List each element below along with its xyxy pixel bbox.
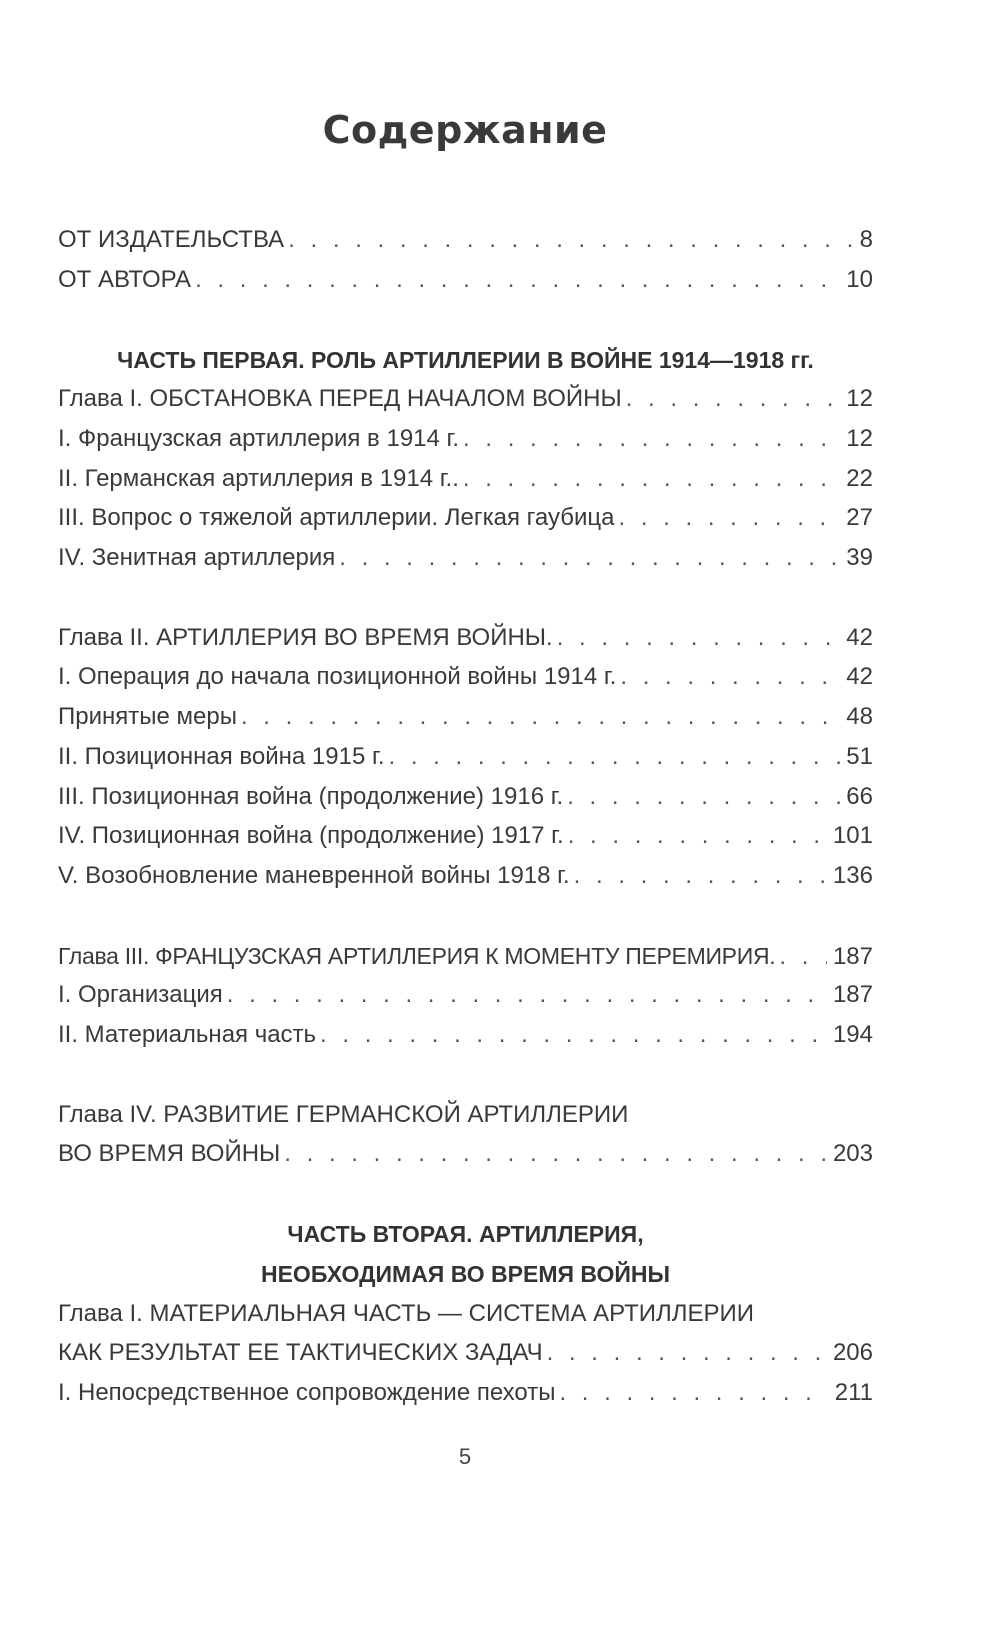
toc-entry-label: Принятые меры — [58, 703, 237, 730]
toc-page-number: 203 — [832, 1140, 873, 1167]
toc-entry-label: I. Непосредственное сопровождение пехоты — [58, 1379, 556, 1406]
toc-page-number: 10 — [846, 266, 873, 293]
toc-entry-label: I. Операция до начала позиционной войны 1914 г. — [58, 663, 617, 690]
toc-page-number: 39 — [846, 544, 873, 571]
toc-entry-chapter-2-measures[interactable] — [58, 699, 873, 735]
toc-entry-part-2-chapter-1[interactable] — [58, 1335, 873, 1371]
toc-entry-label: Глава I. ОБСТАНОВКА ПЕРЕД НАЧАЛОМ ВОЙНЫ — [58, 385, 622, 412]
part-one-heading: ЧАСТЬ ПЕРВАЯ. РОЛЬ АРТИЛЛЕРИИ В ВОЙНЕ 1914—1918 гг. — [117, 347, 814, 373]
toc-entry-chapter-1-section-3[interactable] — [58, 500, 873, 536]
dot-leader — [574, 858, 827, 894]
toc-page-number: 187 — [832, 943, 873, 970]
toc-page-number: 48 — [846, 703, 873, 730]
toc-entry-label: II. Материальная часть — [58, 1021, 317, 1048]
toc-entry-label: ВО ВРЕМЯ ВОЙНЫ — [58, 1140, 281, 1167]
toc-entry-part-2-chapter-1-section-1[interactable] — [58, 1375, 873, 1411]
toc-page-number: 27 — [846, 504, 873, 531]
toc-entry-label: ОТ ИЗДАТЕЛЬСТВА — [58, 226, 285, 253]
dot-leader — [559, 1375, 828, 1411]
toc-chapter-4-title-line: Глава IV. РАЗВИТИЕ ГЕРМАНСКОЙ АРТИЛЛЕРИИ — [58, 1101, 629, 1128]
toc-entry-chapter-1-section-1[interactable] — [58, 421, 873, 457]
part-two-heading-line-2: НЕОБХОДИМАЯ ВО ВРЕМЯ ВОЙНЫ — [260, 1261, 670, 1287]
toc-entry-chapter-2[interactable] — [58, 620, 873, 656]
toc-entry-label: I. Французская артиллерия в 1914 г. — [58, 425, 460, 452]
toc-entry-label: Глава II. АРТИЛЛЕРИЯ ВО ВРЕМЯ ВОЙНЫ. — [58, 624, 553, 651]
toc-entry-publisher-note[interactable] — [58, 222, 873, 258]
toc-page-number: 194 — [832, 1021, 873, 1048]
toc-page-number: 136 — [832, 862, 873, 889]
dot-leader — [284, 1136, 827, 1172]
toc-entry-label: Глава III. ФРАНЦУЗСКАЯ АРТИЛЛЕРИЯ К МОМЕНТУ ПЕРЕМИРИЯ. — [58, 943, 776, 969]
toc-entry-chapter-1[interactable] — [58, 381, 873, 417]
toc-entry-label: IV. Позиционная война (продолжение) 1917 г. — [58, 822, 564, 849]
dot-leader — [463, 421, 840, 457]
toc-page-number: 42 — [846, 624, 873, 651]
page-title: Содержание — [322, 108, 608, 152]
toc-entry-label: II. Германская артиллерия в 1914 г.. — [58, 465, 459, 492]
dot-leader — [626, 381, 841, 417]
toc-entry-label: IV. Зенитная артиллерия — [58, 544, 336, 571]
dot-leader — [288, 222, 853, 258]
toc-entry-label: V. Возобновление маневренной войны 1918 г. — [58, 862, 570, 889]
dot-leader — [241, 699, 840, 735]
toc-page-number: 51 — [846, 743, 873, 770]
toc-entry-chapter-2-section-2[interactable] — [58, 739, 873, 775]
toc-page-number: 22 — [846, 465, 873, 492]
toc-page-number: 12 — [846, 385, 873, 412]
toc-page-number: 101 — [832, 822, 873, 849]
toc-entry-chapter-1-section-2[interactable] — [58, 461, 873, 497]
toc-page-number: 211 — [834, 1379, 873, 1406]
toc-entry-chapter-2-section-4[interactable] — [58, 818, 873, 854]
dot-leader — [463, 461, 840, 497]
toc-entry-chapter-3-section-2[interactable] — [58, 1017, 873, 1053]
page-number: 5 — [458, 1444, 472, 1469]
dot-leader — [547, 1335, 827, 1371]
toc-entry-label: I. Организация — [58, 981, 223, 1008]
toc-entry-chapter-3[interactable] — [58, 938, 873, 974]
toc-entry-chapter-2-section-1[interactable] — [58, 659, 873, 695]
toc-entry-label: III. Вопрос о тяжелой артиллерии. Легкая гаубица — [58, 504, 615, 531]
dot-leader — [557, 620, 841, 656]
toc-entry-chapter-2-section-3[interactable] — [58, 779, 873, 815]
toc-entry-label: II. Позиционная война 1915 г. — [58, 743, 385, 770]
dot-leader — [388, 739, 840, 775]
toc-entry-chapter-1-section-4[interactable] — [58, 540, 873, 576]
dot-leader — [195, 262, 840, 298]
dot-leader — [620, 659, 840, 695]
toc-page-number: 66 — [846, 783, 873, 810]
toc-entry-label: ОТ АВТОРА — [58, 266, 192, 293]
dot-leader — [568, 818, 827, 854]
toc-entry-chapter-2-section-5[interactable] — [58, 858, 873, 894]
toc-page-number: 206 — [832, 1339, 873, 1366]
toc-entry-chapter-3-section-1[interactable] — [58, 977, 873, 1013]
toc-entry-label: КАК РЕЗУЛЬТАТ ЕЕ ТАКТИЧЕСКИХ ЗАДАЧ — [58, 1339, 543, 1366]
toc-entry-chapter-4[interactable] — [58, 1136, 873, 1172]
toc-page-number: 8 — [859, 226, 873, 253]
toc-page-number: 42 — [846, 663, 873, 690]
dot-leader — [567, 779, 840, 815]
toc-part-2-chapter-1-title-line: Глава I. МАТЕРИАЛЬНАЯ ЧАСТЬ — СИСТЕМА АРТИЛЛЕРИИ — [58, 1300, 754, 1327]
toc-page-number: 187 — [832, 981, 873, 1008]
part-two-heading-line-1: ЧАСТЬ ВТОРАЯ. АРТИЛЛЕРИЯ, — [287, 1221, 644, 1247]
toc-page-number: 12 — [846, 425, 873, 452]
toc-entry-author-note[interactable] — [58, 262, 873, 298]
dot-leader — [227, 977, 827, 1013]
toc-entry-label: III. Позиционная война (продолжение) 1916 г. — [58, 783, 564, 810]
dot-leader — [619, 500, 841, 536]
dot-leader — [339, 540, 840, 576]
dot-leader — [320, 1017, 827, 1053]
dot-leader — [779, 939, 827, 975]
